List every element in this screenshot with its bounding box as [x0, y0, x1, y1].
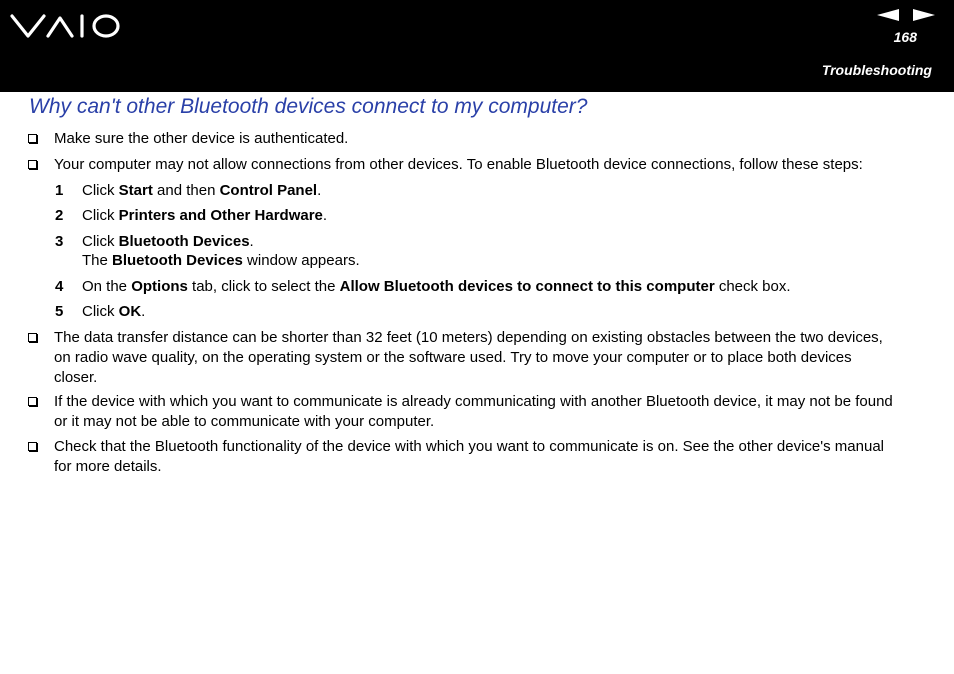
step-text-part: check box.: [714, 278, 791, 295]
step-number: 5: [55, 303, 64, 320]
step-number: 3: [55, 233, 64, 250]
bullet-text-line: closer.: [54, 369, 98, 386]
vaio-logo: [10, 12, 122, 40]
page-heading: Why can't other Bluetooth devices connect to my computer?: [29, 95, 588, 118]
bluetooth-devices-label: Bluetooth Devices: [118, 233, 250, 250]
bullet-text-line: The data transfer distance can be shorter than 32 feet (10 meters) depending on existing obstacles between the two devices,: [54, 329, 883, 346]
ok-label: OK: [118, 303, 142, 320]
step-number: 2: [55, 207, 64, 224]
step-text: [82, 277, 791, 297]
control-panel-label: Control Panel: [219, 182, 318, 199]
checkbox-bullet-icon: [28, 333, 37, 342]
step-text-part: .: [141, 303, 146, 320]
step-text-part: The: [82, 252, 113, 269]
bullet-text-line: for more details.: [54, 458, 162, 475]
allow-bluetooth-checkbox-label: Allow Bluetooth devices to connect to this computer: [339, 278, 715, 295]
previous-page-icon[interactable]: [877, 9, 899, 21]
step-number: 4: [55, 278, 64, 295]
bullet-text: Your computer may not allow connections from other devices. To enable Bluetooth device connections, follow these steps:: [54, 156, 863, 173]
checkbox-bullet-icon: [28, 134, 37, 143]
step-text-part: .: [249, 233, 254, 250]
start-label: Start: [118, 182, 153, 199]
bullet-text-line: If the device with which you want to communicate is already communicating with another Bluetooth device, it may not be found: [54, 393, 893, 410]
step-text: [82, 206, 327, 226]
options-tab-label: Options: [131, 278, 188, 295]
step-text-part: Click: [82, 233, 119, 250]
section-title: Troubleshooting: [821, 62, 932, 78]
printers-hardware-label: Printers and Other Hardware: [118, 207, 323, 224]
checkbox-bullet-icon: [28, 160, 37, 169]
bullet-text: Make sure the other device is authenticated.: [54, 130, 349, 147]
bullet-text-line: Check that the Bluetooth functionality of the device with which you want to communicate is on. See the other device's manual: [54, 438, 884, 455]
step-text-part: .: [317, 182, 322, 199]
checkbox-bullet-icon: [28, 397, 37, 406]
bullet-text: [54, 328, 924, 388]
step-text-part: Click: [82, 207, 119, 224]
step-text-part: .: [322, 207, 328, 224]
step-text: [82, 232, 254, 252]
step-text-part: and then: [152, 182, 220, 199]
step-text-part: window appears.: [242, 252, 360, 269]
step-text-part: tab, click to select the: [187, 278, 340, 295]
bullet-text: [54, 392, 924, 432]
step-text: [82, 302, 145, 322]
bullet-text-line: on radio wave quality, on the operating system or the software used. Try to move your computer or to place both devices: [54, 349, 852, 366]
page-number: 168: [893, 29, 917, 45]
step-text-part: Click: [82, 303, 119, 320]
step-text: [82, 181, 321, 201]
checkbox-bullet-icon: [28, 442, 37, 451]
step-text-part: On the: [82, 278, 132, 295]
bullet-text: [54, 437, 924, 477]
step-number: 1: [55, 182, 64, 199]
step-text: [82, 251, 360, 271]
step-text-part: Click: [82, 182, 119, 199]
bluetooth-devices-label: Bluetooth Devices: [112, 252, 243, 269]
next-page-icon[interactable]: [913, 9, 935, 21]
header-bar: [0, 0, 954, 92]
bullet-text-line: or it may not be able to communicate with your computer.: [54, 413, 435, 430]
